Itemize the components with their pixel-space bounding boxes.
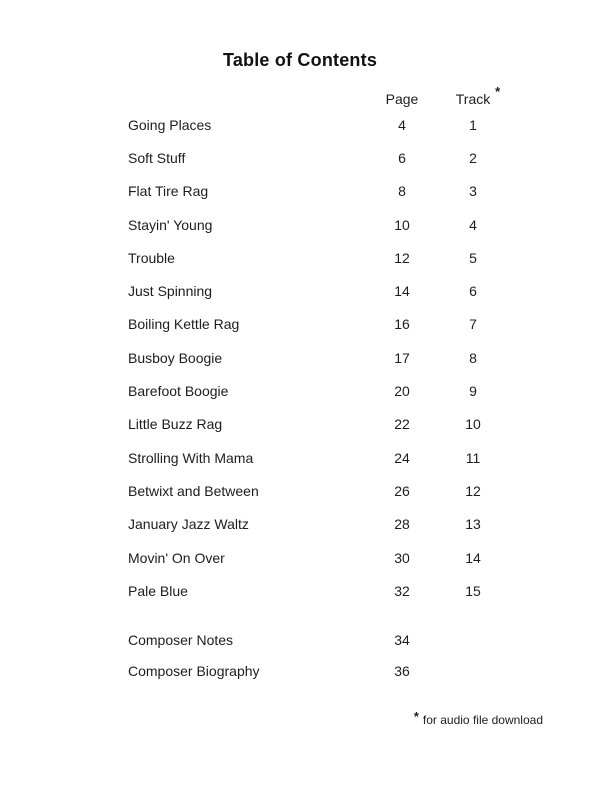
song-title: Pale Blue	[128, 582, 188, 599]
song-track-number: 14	[465, 549, 481, 566]
toc-row	[0, 655, 600, 686]
song-page-number: 20	[394, 383, 410, 400]
song-page-number: 16	[394, 316, 410, 333]
toc-row	[0, 408, 600, 441]
song-track-number: 3	[469, 183, 477, 200]
footnote	[0, 709, 600, 727]
song-track-number: 9	[469, 383, 477, 400]
song-page-number: 6	[398, 149, 406, 166]
section-title: Composer Biography	[128, 662, 260, 679]
section-page-number: 34	[394, 631, 410, 648]
toc-row	[0, 141, 600, 174]
toc-song-list	[0, 108, 600, 607]
song-title: Strolling With Mama	[128, 449, 254, 466]
song-title: Going Places	[128, 116, 212, 133]
page-title: Table of Contents	[222, 50, 378, 70]
song-track-number: 5	[469, 249, 477, 266]
toc-row	[0, 374, 600, 407]
song-page-number: 4	[398, 116, 406, 133]
toc-row	[0, 441, 600, 474]
song-page-number: 28	[394, 516, 410, 533]
song-page-number: 26	[394, 482, 410, 499]
song-title: Soft Stuff	[128, 149, 186, 166]
section-title: Composer Notes	[128, 631, 234, 648]
song-title: Betwixt and Between	[128, 482, 259, 499]
song-title: Movin' On Over	[128, 549, 225, 566]
song-title: Busboy Boogie	[128, 349, 223, 366]
song-page-number: 12	[394, 249, 410, 266]
track-column-header	[443, 84, 503, 107]
song-page-number: 14	[394, 283, 410, 300]
track-header-label: Track	[455, 91, 491, 107]
song-page-number: 10	[394, 216, 410, 233]
song-title: Little Buzz Rag	[128, 416, 223, 433]
toc-row	[0, 474, 600, 507]
song-page-number: 8	[398, 183, 406, 200]
song-track-number: 7	[469, 316, 477, 333]
toc-row	[0, 508, 600, 541]
song-page-number: 32	[394, 582, 410, 599]
song-track-number: 8	[469, 349, 477, 366]
section-page-number: 36	[394, 662, 410, 679]
song-track-number: 11	[465, 449, 481, 466]
song-page-number: 24	[394, 449, 410, 466]
toc-row	[0, 241, 600, 274]
toc-row	[0, 274, 600, 307]
song-title: Stayin' Young	[128, 216, 213, 233]
song-title: January Jazz Waltz	[128, 516, 249, 533]
song-track-number: 1	[469, 116, 477, 133]
song-track-number: 15	[465, 582, 481, 599]
toc-row	[0, 341, 600, 374]
footnote-asterisk: *	[413, 709, 419, 725]
toc-row	[0, 574, 600, 607]
song-title: Barefoot Boogie	[128, 383, 229, 400]
song-title: Boiling Kettle Rag	[128, 316, 240, 333]
toc-row	[0, 624, 600, 655]
song-page-number: 22	[394, 416, 410, 433]
toc-row	[0, 308, 600, 341]
song-track-number: 4	[469, 216, 477, 233]
song-title: Flat Tire Rag	[128, 183, 209, 200]
toc-row	[0, 175, 600, 208]
track-header-label-wrap	[455, 84, 501, 107]
toc-row	[0, 208, 600, 241]
song-track-number: 12	[465, 482, 481, 499]
toc-row	[0, 541, 600, 574]
song-track-number: 2	[469, 149, 477, 166]
song-title: Trouble	[128, 249, 175, 266]
track-footnote-marker: *	[495, 84, 501, 99]
toc-extra-sections	[0, 624, 600, 686]
footnote-text: for audio file download	[422, 713, 543, 728]
toc-header-row	[0, 84, 600, 108]
page-column-header: Page	[385, 91, 419, 107]
song-track-number: 10	[465, 416, 481, 433]
song-page-number: 17	[394, 349, 410, 366]
song-page-number: 30	[394, 549, 410, 566]
song-track-number: 13	[465, 516, 481, 533]
song-title: Just Spinning	[128, 283, 213, 300]
toc-row	[0, 108, 600, 141]
song-track-number: 6	[469, 283, 477, 300]
toc-table	[0, 84, 600, 728]
